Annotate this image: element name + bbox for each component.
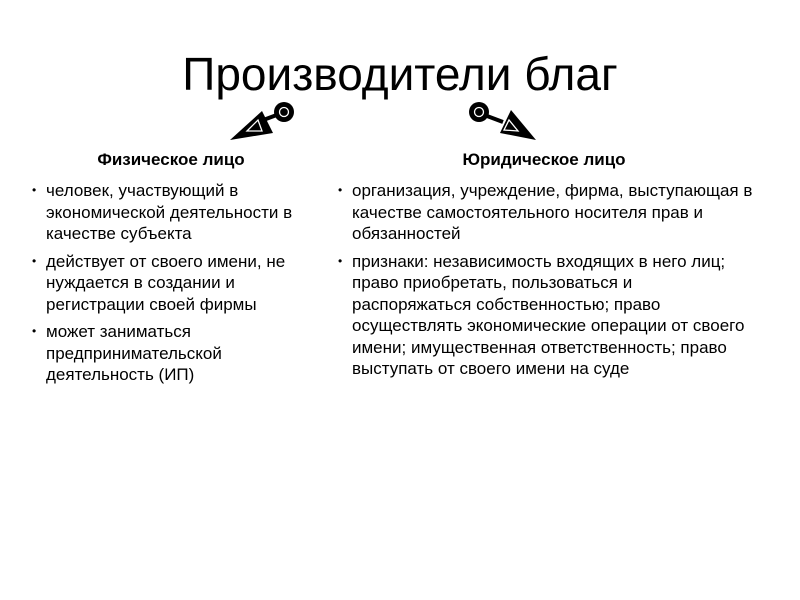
list-item-text: признаки: независимость входящих в него лиц; право приобретать, пользоваться и распоряжаться собственностью; право осуществлять экономические операции от своего имени; имущественная ответственность; право выступать от своего имени на суде xyxy=(352,251,745,378)
right-arrow-icon xyxy=(469,102,536,140)
legal-entity-column xyxy=(334,150,754,386)
list-item xyxy=(28,180,324,245)
list-item xyxy=(334,251,754,380)
left-arrow-icon xyxy=(230,102,294,140)
list-item xyxy=(28,321,324,386)
list-item-text: действует от своего имени, не нуждается в создании и регистрации своей фирмы xyxy=(46,251,286,314)
bullet-icon: • xyxy=(32,253,37,268)
legal-entity-heading: Юридическое лицо xyxy=(462,150,626,169)
individual-column xyxy=(28,150,324,392)
list-item xyxy=(334,180,754,245)
individual-heading: Физическое лицо xyxy=(97,150,245,169)
list-item-text: организация, учреждение, фирма, выступающая в качестве самостоятельного носителя прав и обязанностей xyxy=(352,181,753,243)
legal-entity-list xyxy=(334,180,754,380)
bullet-icon: • xyxy=(338,253,343,268)
bullet-icon: • xyxy=(32,183,37,197)
bullet-icon: • xyxy=(32,324,37,338)
individual-list xyxy=(28,180,324,386)
list-item-text: может заниматься предпринимательской деятельность (ИП) xyxy=(46,322,222,384)
list-item xyxy=(28,251,324,316)
slide-title: Производители благ xyxy=(182,48,618,100)
bullet-icon: • xyxy=(338,183,343,197)
list-item-text: человек, участвующий в экономической деятельности в качестве субъекта xyxy=(46,181,293,243)
